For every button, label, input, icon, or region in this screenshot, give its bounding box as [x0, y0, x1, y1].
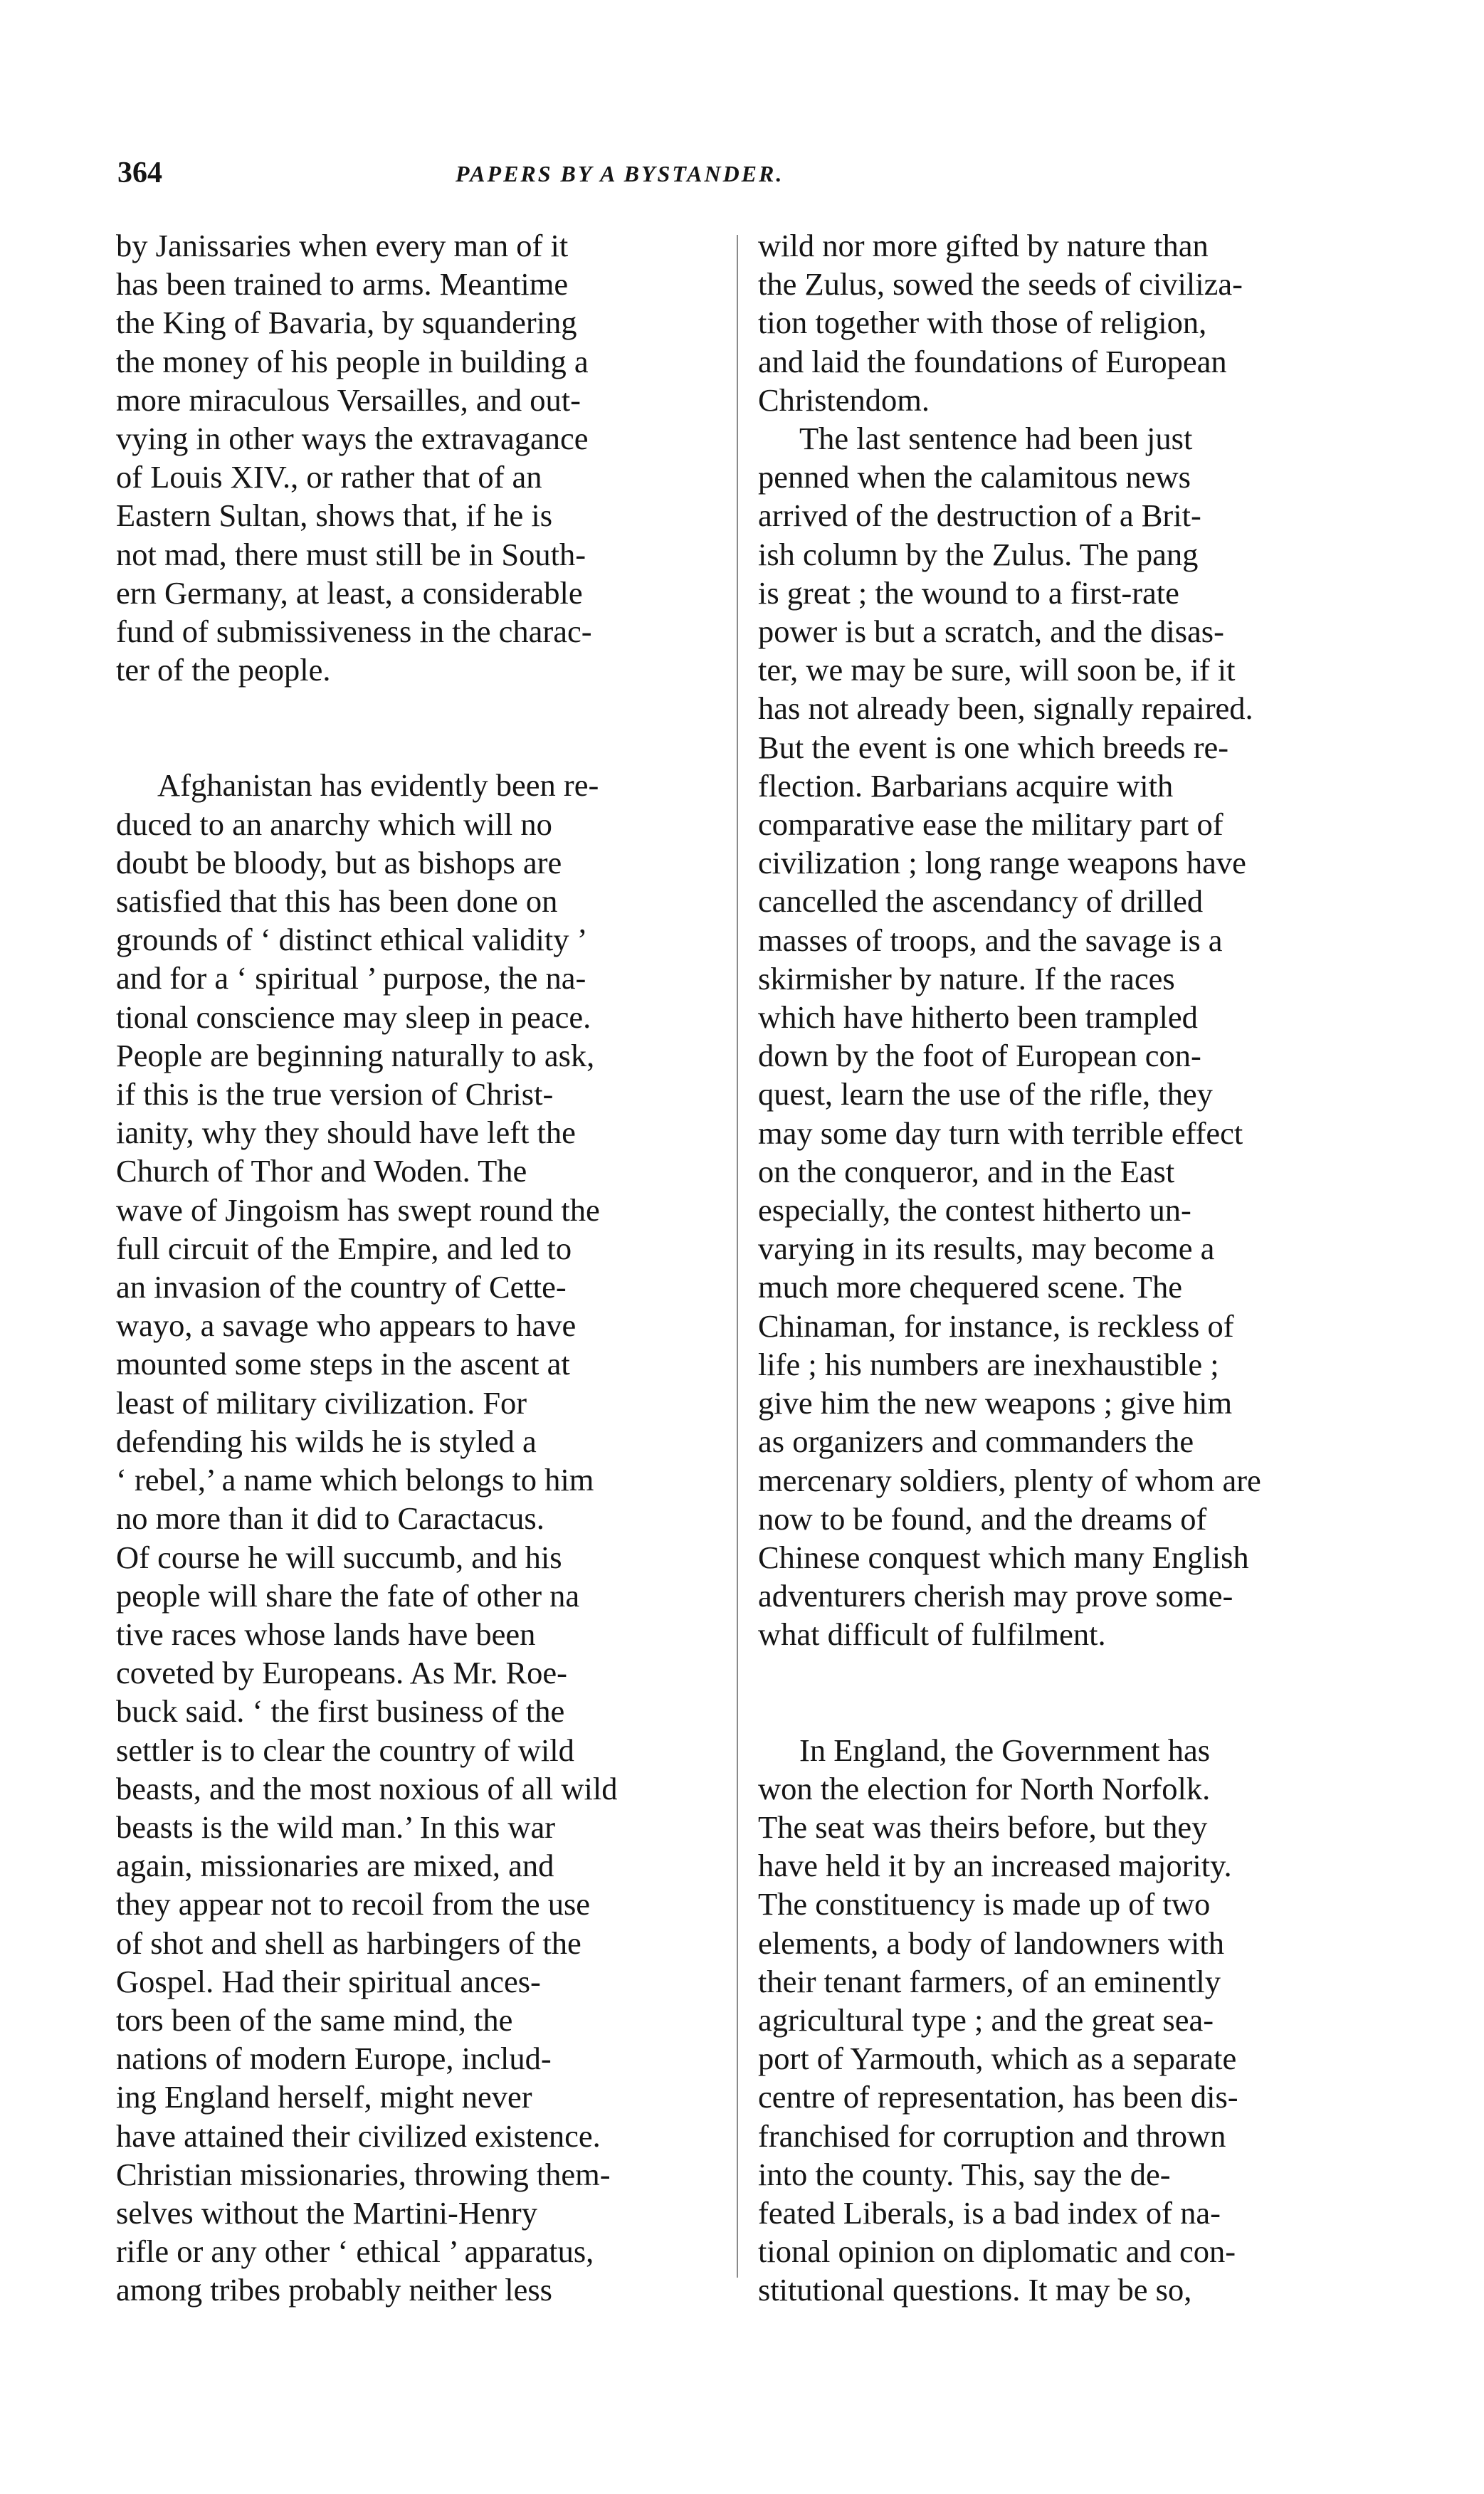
- text-line: doubt be bloody, but as bishops are: [116, 844, 562, 880]
- text-line: especially, the contest hitherto un-: [758, 1192, 1191, 1228]
- text-line: flection. Barbarians acquire with: [758, 767, 1174, 804]
- text-line: Afghanistan has evidently been re-: [157, 767, 599, 804]
- text-line: is great ; the wound to a first-rate: [758, 574, 1179, 611]
- text-line: Chinese conquest which many English: [758, 1539, 1249, 1575]
- text-line: among tribes probably neither less: [116, 2272, 552, 2308]
- text-line: down by the foot of European con-: [758, 1038, 1201, 1074]
- text-line: nations of modern Europe, includ-: [116, 2041, 552, 2077]
- text-line: the King of Bavaria, by squandering: [116, 305, 577, 341]
- text-line: grounds of ‘ distinct ethical validity ’: [116, 922, 588, 958]
- text-line: power is but a scratch, and the disas-: [758, 614, 1224, 650]
- text-line: wild nor more gifted by nature than: [758, 228, 1209, 263]
- text-line: of shot and shell as harbingers of the: [116, 1925, 582, 1961]
- text-line: on the conqueror, and in the East: [758, 1153, 1175, 1189]
- text-line: tional conscience may sleep in peace.: [116, 999, 591, 1035]
- text-line: tive races whose lands have been: [116, 1616, 536, 1652]
- text-line: by Janissaries when every man of it: [116, 228, 569, 263]
- text-line: an invasion of the country of Cette-: [116, 1269, 567, 1305]
- text-line: ern Germany, at least, a considerable: [116, 574, 583, 611]
- text-line: tional opinion on diplomatic and con-: [758, 2233, 1236, 2270]
- text-line: the money of his people in building a: [116, 343, 589, 379]
- text-line: varying in its results, may become a: [758, 1231, 1215, 1267]
- text-line: the Zulus, sowed the seeds of civiliza-: [758, 266, 1243, 302]
- text-line: beasts is the wild man.’ In this war: [116, 1809, 556, 1845]
- text-line: The constituency is made up of two: [758, 1886, 1211, 1922]
- text-line: The last sentence had been just: [799, 421, 1193, 457]
- text-line: again, missionaries are mixed, and: [116, 1848, 554, 1884]
- text-line: they appear not to recoil from the use: [116, 1886, 591, 1922]
- text-line: Christendom.: [758, 382, 930, 418]
- text-line: may some day turn with terrible effect: [758, 1115, 1243, 1151]
- text-line: adventurers cherish may prove some-: [758, 1578, 1233, 1614]
- text-line: port of Yarmouth, which as a separate: [758, 2041, 1237, 2077]
- text-line: masses of troops, and the savage is a: [758, 922, 1223, 958]
- text-line: civilization ; long range weapons have: [758, 845, 1246, 881]
- running-title: PAPERS BY A BYSTANDER.: [456, 161, 784, 186]
- text-line: mounted some steps in the ascent at: [116, 1346, 570, 1382]
- text-line: Christian missionaries, throwing them-: [116, 2156, 611, 2192]
- text-line: ‘ rebel,’ a name which belongs to him: [116, 1462, 594, 1498]
- text-line: satisfied that this has been done on: [116, 883, 558, 920]
- right-paragraph-1: [758, 226, 1364, 419]
- text-line: skirmisher by nature. If the races: [758, 960, 1175, 996]
- text-line: if this is the true version of Christ-: [116, 1076, 554, 1112]
- text-line: has not already been, signally repaired.: [758, 690, 1253, 727]
- text-line: as organizers and commanders the: [758, 1424, 1194, 1460]
- right-paragraph-3: [758, 1731, 1364, 2310]
- text-line: wayo, a savage who appears to have: [116, 1307, 577, 1344]
- text-line: won the election for North Norfolk.: [758, 1770, 1211, 1806]
- text-line: elements, a body of landowners with: [758, 1925, 1224, 1961]
- text-line: beasts, and the most noxious of all wild: [116, 1770, 618, 1806]
- text-line: agricultural type ; and the great sea-: [758, 2001, 1214, 2038]
- text-line: has been trained to arms. Meantime: [116, 266, 569, 302]
- text-line: what difficult of fulfilment.: [758, 1616, 1106, 1653]
- paragraph-gap: [116, 689, 721, 766]
- text-line: feated Liberals, is a bad index of na-: [758, 2194, 1221, 2231]
- text-line: Church of Thor and Woden. The: [116, 1153, 527, 1189]
- text-line: comparative ease the military part of: [758, 806, 1223, 843]
- text-line: The seat was theirs before, but they: [758, 1809, 1208, 1845]
- paragraph-gap: [758, 1654, 1364, 1731]
- column-divider: [737, 235, 738, 2278]
- text-line: arrived of the destruction of a Brit-: [758, 498, 1201, 534]
- page-number: 364: [117, 157, 162, 189]
- text-line: ianity, why they should have left the: [116, 1115, 576, 1151]
- text-line: ter of the people.: [116, 652, 331, 688]
- text-line: rifle or any other ‘ ethical ’ apparatus,: [116, 2233, 594, 2270]
- text-line: no more than it did to Caractacus.: [116, 1500, 544, 1537]
- text-line: quest, learn the use of the rifle, they: [758, 1076, 1213, 1112]
- text-line: Of course he will succumb, and his: [116, 1539, 562, 1575]
- text-line: duced to an anarchy which will no: [116, 806, 552, 842]
- text-line: give him the new weapons ; give him: [758, 1385, 1233, 1421]
- text-line: much more chequered scene. The: [758, 1269, 1182, 1305]
- text-line: have attained their civilized existence.: [116, 2117, 601, 2154]
- text-line: defending his wilds he is styled a: [116, 1423, 537, 1459]
- text-line: In England, the Government has: [799, 1732, 1211, 1768]
- text-line: vying in other ways the extravagance: [116, 421, 589, 457]
- text-line: People are beginning naturally to ask,: [116, 1037, 595, 1073]
- left-paragraph-2: [116, 766, 721, 2309]
- text-line: least of military civilization. For: [116, 1384, 527, 1421]
- text-line: not mad, there must still be in South-: [116, 536, 586, 572]
- text-line: tion together with those of religion,: [758, 305, 1207, 341]
- text-line: and laid the foundations of European: [758, 343, 1227, 379]
- text-line: But the event is one which breeds re-: [758, 729, 1229, 765]
- text-line: of Louis XIV., or rather that of an: [116, 459, 542, 495]
- text-line: coveted by Europeans. As Mr. Roe-: [116, 1655, 567, 1691]
- text-line: which have hitherto been trampled: [758, 999, 1198, 1036]
- text-line: Gospel. Had their spiritual ances-: [116, 1963, 541, 1999]
- text-line: have held it by an increased majority.: [758, 1848, 1232, 1884]
- text-line: tors been of the same mind, the: [116, 2001, 513, 2038]
- text-line: ing England herself, might never: [116, 2079, 532, 2115]
- text-line: settler is to clear the country of wild: [116, 1732, 574, 1768]
- text-line: buck said. ‘ the first business of the: [116, 1693, 565, 1730]
- text-line: stitutional questions. It may be so,: [758, 2272, 1192, 2308]
- text-line: now to be found, and the dreams of: [758, 1500, 1207, 1537]
- right-paragraph-2: [758, 419, 1364, 1654]
- text-line: cancelled the ascendancy of drilled: [758, 883, 1204, 920]
- right-column: [758, 226, 1364, 2310]
- text-line: Chinaman, for instance, is reckless of: [758, 1307, 1234, 1344]
- text-line: franchised for corruption and thrown: [758, 2117, 1226, 2154]
- text-line: people will share the fate of other na: [116, 1577, 580, 1614]
- left-paragraph-1: [116, 226, 721, 689]
- text-line: penned when the calamitous news: [758, 459, 1191, 495]
- text-line: Eastern Sultan, shows that, if he is: [116, 498, 553, 534]
- text-line: centre of representation, has been dis-: [758, 2079, 1238, 2115]
- text-line: into the county. This, say the de-: [758, 2156, 1171, 2192]
- text-line: and for a ‘ spiritual ’ purpose, the na-: [116, 960, 586, 996]
- left-column: [116, 226, 721, 2310]
- text-line: life ; his numbers are inexhaustible ;: [758, 1346, 1219, 1382]
- text-line: wave of Jingoism has swept round the: [116, 1191, 600, 1228]
- text-line: mercenary soldiers, plenty of whom are: [758, 1462, 1261, 1498]
- text-line: full circuit of the Empire, and led to: [116, 1230, 572, 1266]
- text-line: selves without the Martini-Henry: [116, 2194, 537, 2231]
- text-line: ter, we may be sure, will soon be, if it: [758, 652, 1236, 688]
- text-line: their tenant farmers, of an eminently: [758, 1963, 1221, 1999]
- text-line: more miraculous Versailles, and out-: [116, 382, 581, 418]
- text-line: fund of submissiveness in the charac-: [116, 614, 592, 650]
- text-line: ish column by the Zulus. The pang: [758, 536, 1199, 572]
